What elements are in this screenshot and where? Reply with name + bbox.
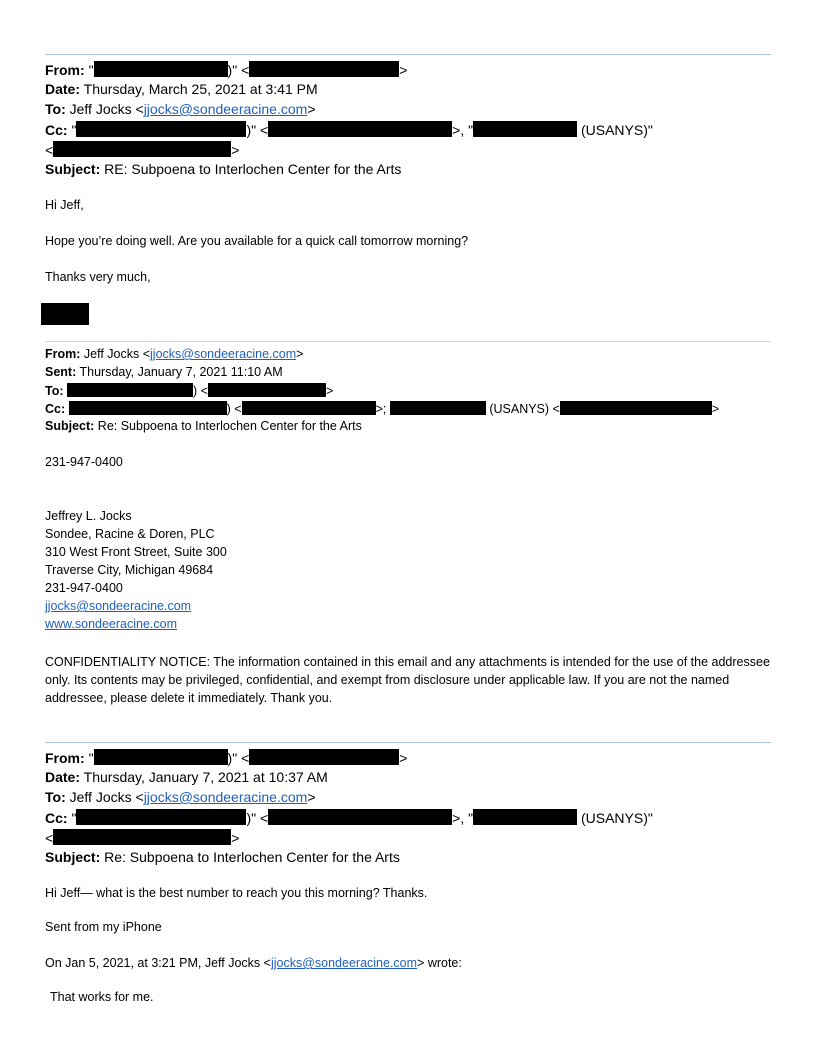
signature-firm: Sondee, Racine & Doren, PLC (45, 527, 215, 541)
to-label: To: (45, 384, 64, 398)
sent-value: Thursday, January 7, 2021 11:10 AM (79, 365, 283, 379)
redaction (53, 829, 231, 845)
redaction (94, 61, 228, 77)
email1-to-line: To: Jeff Jocks <jjocks@sondeeracine.com> (45, 101, 316, 117)
to-label: To: (45, 101, 66, 117)
email1-greeting: Hi Jeff, (45, 198, 84, 212)
signature-address-line2: Traverse City, Michigan 49684 (45, 563, 214, 577)
email3-to-line: To: Jeff Jocks <jjocks@sondeeracine.com> (45, 789, 316, 805)
redaction (249, 749, 399, 765)
date-value: Thursday, March 25, 2021 at 3:41 PM (83, 81, 318, 97)
email2-cc-line: Cc: ) < >; (USANYS) < > (45, 402, 720, 416)
email3-sent-from: Sent from my iPhone (45, 920, 162, 934)
email-link[interactable]: jjocks@sondeeracine.com (150, 347, 297, 361)
sent-label: Sent: (45, 365, 77, 379)
email2-phone: 231-947-0400 (45, 455, 123, 469)
redaction (67, 383, 193, 397)
email1-cc-line2: < > (45, 142, 240, 158)
from-label: From: (45, 347, 81, 361)
cc-label: Cc: (45, 810, 68, 826)
redaction (242, 401, 376, 415)
email1-cc-line: Cc: " )" < >, " (USANYS)" (45, 122, 653, 138)
email2-from-line: From: Jeff Jocks <jjocks@sondeeracine.com> (45, 347, 304, 361)
redaction (473, 809, 577, 825)
redaction (94, 749, 228, 765)
email-link[interactable]: jjocks@sondeeracine.com (143, 101, 308, 117)
signature-redaction (41, 303, 89, 325)
signature-phone: 231-947-0400 (45, 581, 123, 595)
email-link[interactable]: jjocks@sondeeracine.com (143, 789, 308, 805)
subject-value: RE: Subpoena to Interlochen Center for the Arts (104, 161, 402, 177)
cc-label: Cc: (45, 122, 68, 138)
redaction (268, 809, 452, 825)
redaction (76, 809, 246, 825)
signature-address-line1: 310 West Front Street, Suite 300 (45, 545, 227, 559)
email1-date-line (45, 81, 318, 97)
subject-label: Subject: (45, 161, 101, 177)
subject-value: Re: Subpoena to Interlochen Center for the Arts (97, 419, 362, 433)
subject-label: Subject: (45, 419, 95, 433)
email2-subject-line (45, 419, 362, 433)
from-label: From: (45, 750, 85, 766)
email1-closing: Thanks very much, (45, 270, 151, 284)
email3-quoted-text: That works for me. (50, 990, 154, 1004)
from-label: From: (45, 62, 85, 78)
subject-label: Subject: (45, 849, 101, 865)
email3-quote-attribution: On Jan 5, 2021, at 3:21 PM, Jeff Jocks <jjocks@sondeeracine.com> wrote: (45, 956, 462, 970)
signature-name: Jeffrey L. Jocks (45, 509, 132, 523)
to-label: To: (45, 789, 66, 805)
subject-value: Re: Subpoena to Interlochen Center for the Arts (104, 849, 400, 865)
redaction (473, 121, 577, 137)
redaction (69, 401, 227, 415)
email3-body: Hi Jeff— what is the best number to reach you this morning? Thanks. (45, 886, 428, 900)
email1-body: Hope you’re doing well. Are you available for a quick call tomorrow morning? (45, 234, 469, 248)
date-label: Date: (45, 81, 81, 97)
email3-from-line: From: " )" < > (45, 750, 408, 766)
redaction (76, 121, 246, 137)
redaction (268, 121, 452, 137)
email2-sent-line (45, 365, 283, 379)
email-link[interactable]: jjocks@sondeeracine.com (270, 956, 418, 970)
message-divider (45, 341, 771, 342)
signature-website-link[interactable]: www.sondeeracine.com (45, 617, 178, 631)
signature-email-link[interactable]: jjocks@sondeeracine.com (45, 599, 192, 613)
email1-subject-line (45, 161, 401, 177)
header-divider (45, 742, 771, 743)
header-divider (45, 54, 771, 55)
cc-label: Cc: (45, 402, 66, 416)
redaction (53, 141, 231, 157)
email3-cc-line: Cc: " )" < >, " (USANYS)" (45, 810, 653, 826)
redaction (208, 383, 326, 397)
email1-from-line: From: " )" < > (45, 62, 408, 78)
email2-to-line: To: ) < > (45, 384, 334, 398)
confidentiality-notice: CONFIDENTIALITY NOTICE: The information contained in this email and any attachments is intended for the use of the addressee only. Its contents may be privileged, confidential, and exempt from disclosure under applicable law. If you are not the named addressee, please delete it immediately. Thank you. (45, 655, 770, 705)
redaction (560, 401, 712, 415)
date-value: Thursday, January 7, 2021 at 10:37 AM (83, 769, 328, 785)
email3-subject-line (45, 849, 400, 865)
email3-date-line (45, 769, 328, 785)
redaction (390, 401, 486, 415)
redaction (249, 61, 399, 77)
date-label: Date: (45, 769, 81, 785)
email3-cc-line2: < > (45, 830, 240, 846)
